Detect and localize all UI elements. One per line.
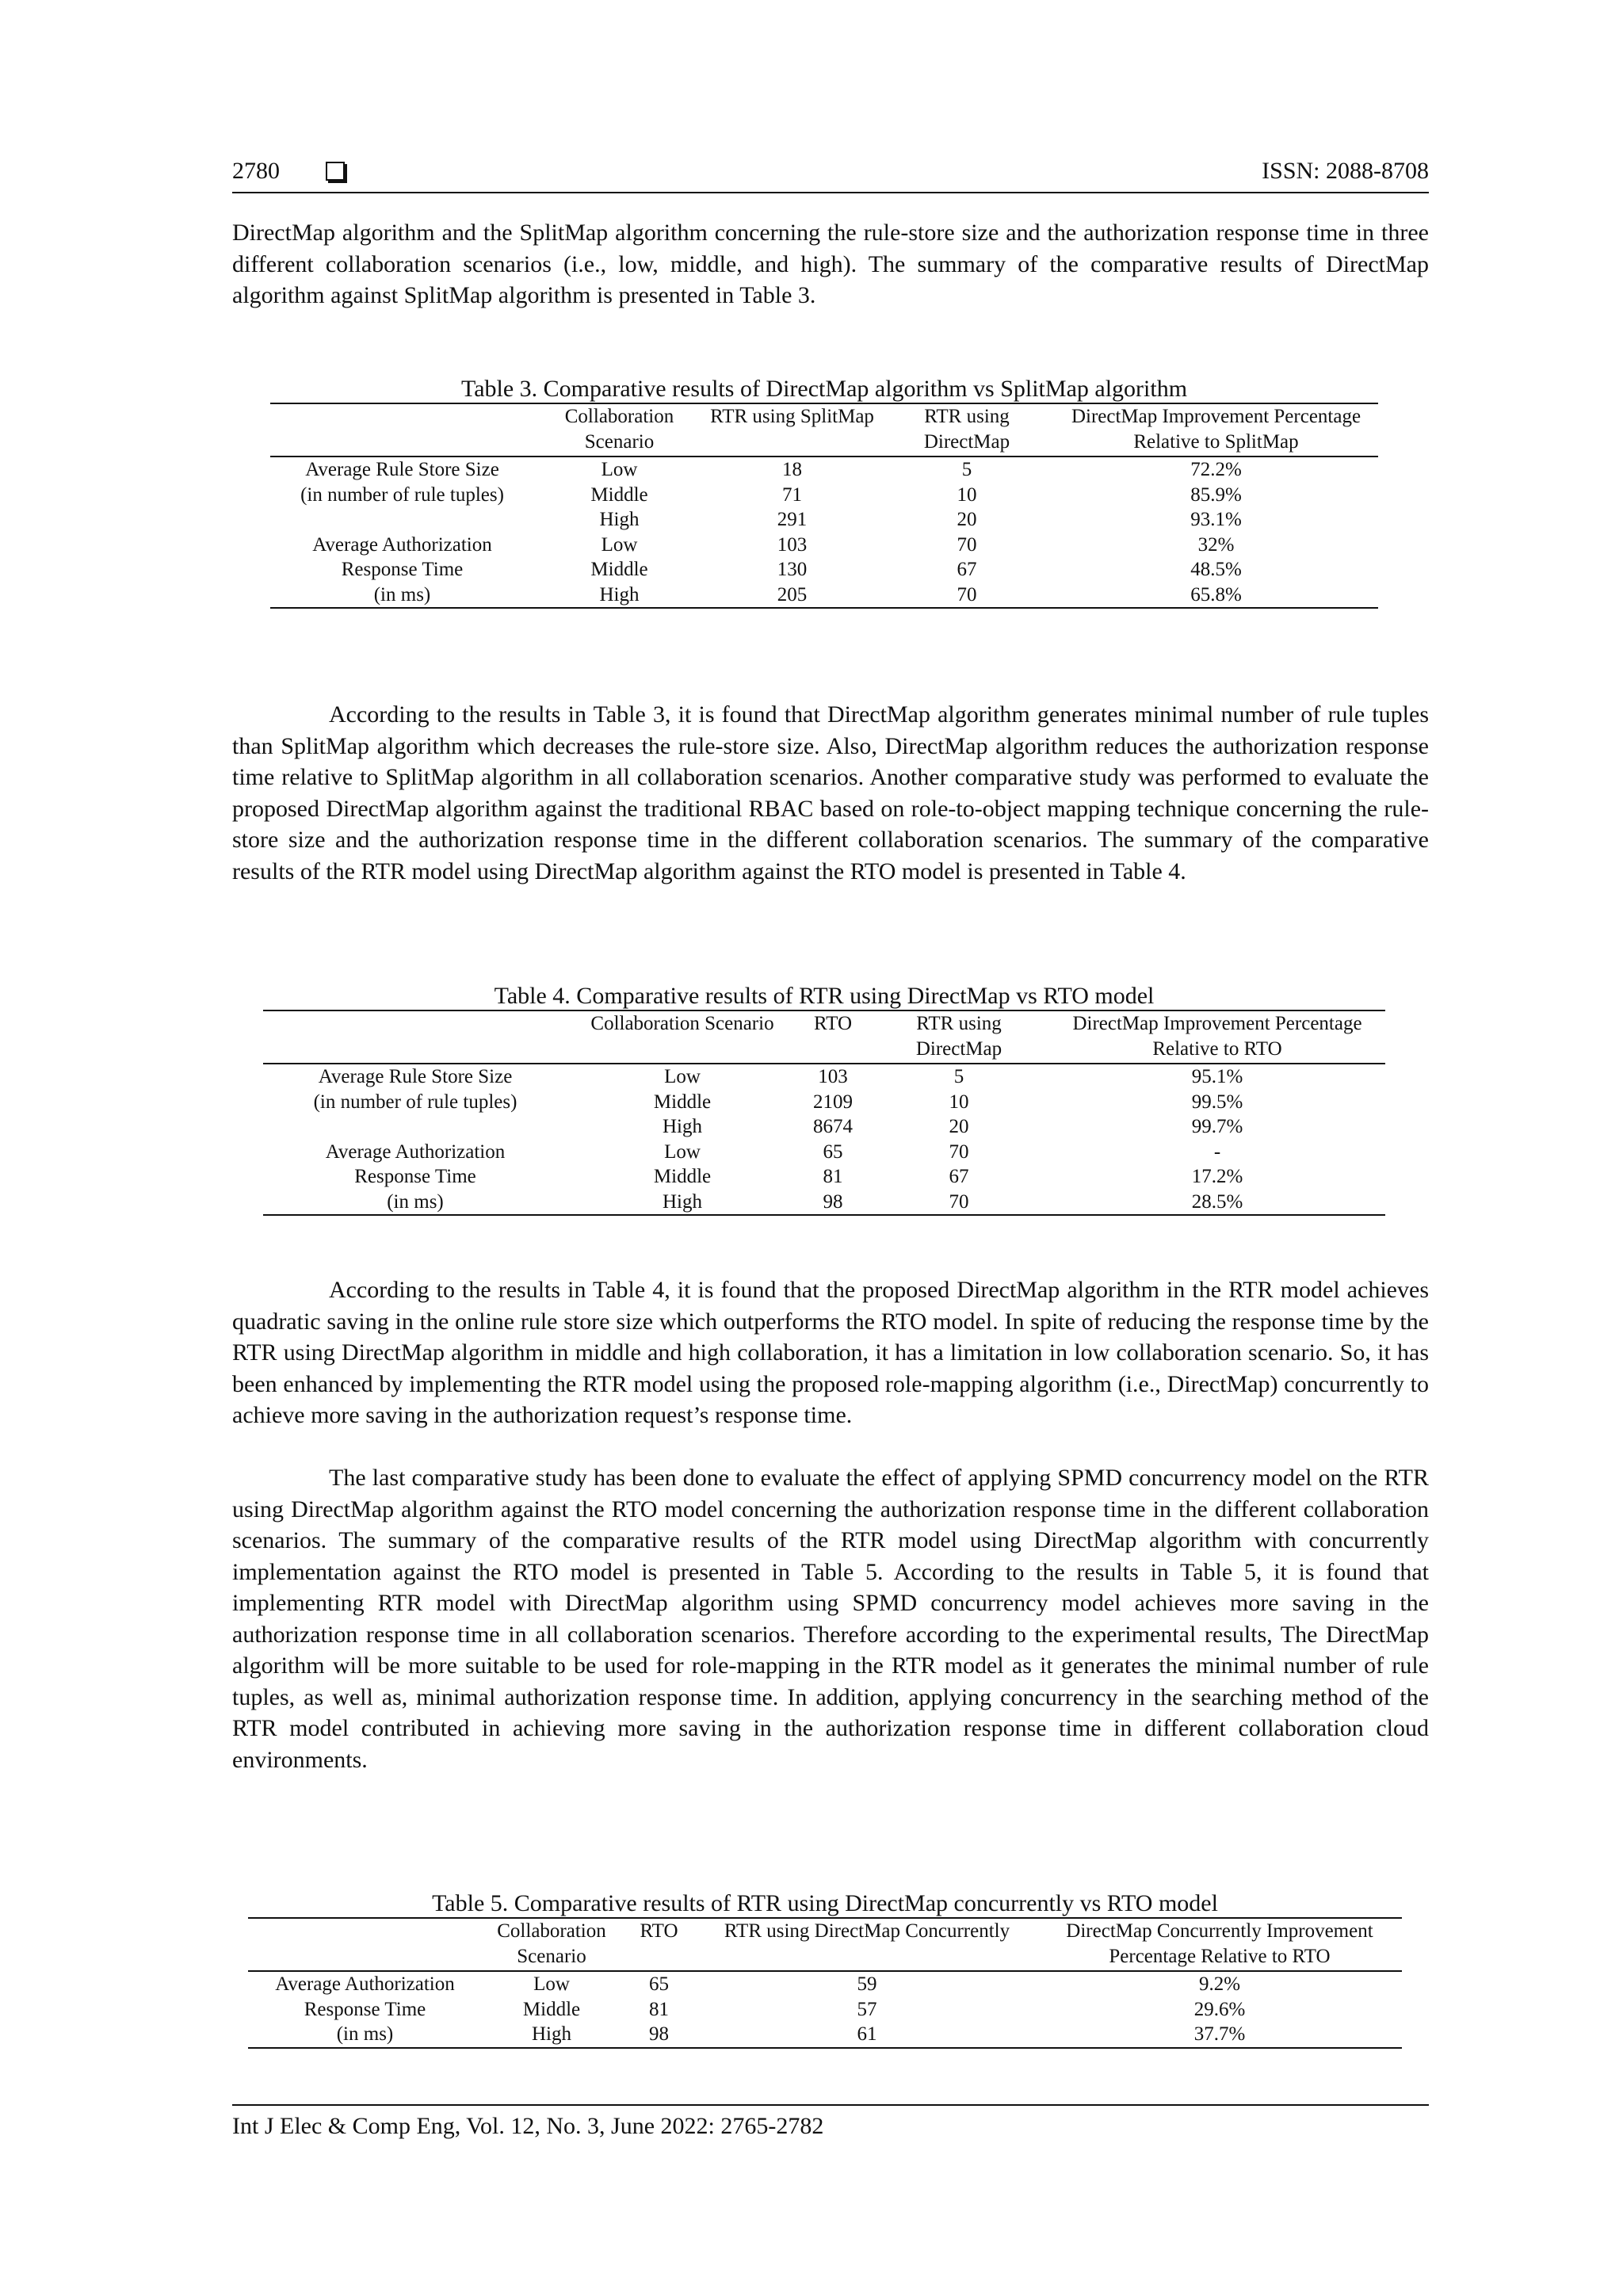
table-cell: -: [1213, 1140, 1221, 1163]
table-cell: High: [599, 583, 640, 606]
table-4-grid: [263, 1010, 1385, 1216]
metric-label: [263, 1114, 567, 1140]
table-cell: Low: [664, 1140, 701, 1163]
table-cell: 65: [649, 1973, 669, 1995]
table-cell: 81: [649, 1998, 669, 2020]
paragraph-concurrency-study: The last comparative study has been done to evaluate the effect of applying SPMD concurrency model on the RTR using DirectMap algorithm against the RTO model concerning the authorization response time in the different collaboration scenarios. The summary of the comparative results of the RTR model using DirectMap algorithm with concurrently implementation against the RTO model is presented in Table 5. According to the results in Table 5, it is found that implementing RTR model with DirectMap algorithm using SPMD concurrency model achieves more saving in the authorization response time in all collaboration scenarios. Therefore according to the experimental results, The DirectMap algorithm will be more suitable to be used for role-mapping in the RTR model as it generates the minimal number of rule tuples, as well as, minimal authorization response time. In addition, applying concurrency in the searching method of the RTR model contributed in achieving more saving in the authorization response time in different collaboration cloud environments.: [232, 1465, 1429, 1773]
footer-divider: [232, 2104, 1429, 2106]
table-header-row: [270, 403, 1378, 457]
table-cell: Middle: [653, 1166, 712, 1187]
table-cell: 9.2%: [1198, 1973, 1241, 1995]
table-cell: 70: [957, 583, 977, 606]
journal-citation: Int J Elec & Comp Eng, Vol. 12, No. 3, June 2022: 2765-2782: [232, 2113, 824, 2139]
table-cell: Middle: [590, 559, 648, 580]
table-cell: High: [599, 509, 640, 530]
table-cell: High: [663, 1190, 702, 1213]
table-cell: 20: [949, 1116, 969, 1137]
table-cell: Low: [533, 1973, 570, 1995]
table-header-row: [248, 1918, 1402, 1971]
table-3-caption: Table 3. Comparative results of DirectMap algorithm vs SplitMap algorithm: [460, 376, 1188, 402]
table-cell: 5: [961, 459, 972, 480]
table-row: [263, 1164, 1385, 1190]
table-cell: 98: [823, 1190, 843, 1213]
table-cell: 37.7%: [1193, 2023, 1246, 2045]
table-header-cell: [248, 1918, 482, 1971]
table-row: [270, 507, 1378, 533]
table-header-cell: DirectMap Concurrently Improvement Percentage Relative to RTO: [1066, 1920, 1373, 1967]
table-cell: 32%: [1197, 533, 1235, 556]
metric-label: Response Time: [354, 1166, 476, 1187]
table-cell: 205: [777, 583, 808, 606]
table-cell: 99.7%: [1191, 1116, 1243, 1137]
table-cell: High: [663, 1116, 702, 1137]
table-cell: 99.5%: [1191, 1091, 1243, 1113]
table-row: [263, 1064, 1385, 1090]
table-header-cell: Collaboration Scenario: [497, 1920, 606, 1967]
table-header-row: [263, 1010, 1385, 1064]
metric-label: (in ms): [387, 1190, 444, 1213]
table-5: [248, 1890, 1402, 2049]
table-cell: 65.8%: [1190, 583, 1242, 606]
table-cell: Low: [601, 459, 638, 480]
table-cell: 61: [857, 2023, 877, 2045]
metric-label: (in number of rule tuples): [300, 483, 504, 506]
table-cell: 8674: [813, 1116, 853, 1137]
table-cell: 72.2%: [1190, 459, 1242, 480]
table-header-cell: [270, 403, 534, 457]
table-cell: 70: [949, 1140, 969, 1163]
table-cell: 70: [957, 533, 977, 556]
table-header-cell: RTR using SplitMap: [710, 406, 874, 427]
table-row: [263, 1190, 1385, 1216]
table-cell: Middle: [653, 1091, 712, 1113]
metric-label: (in number of rule tuples): [313, 1091, 517, 1113]
table-5-caption: Table 5. Comparative results of RTR using DirectMap concurrently vs RTO model: [432, 1890, 1218, 1916]
table-row: [248, 2022, 1402, 2048]
running-header: [232, 155, 1429, 192]
table-header-cell: DirectMap Improvement Percentage Relative to RTO: [1072, 1013, 1362, 1060]
metric-label: [270, 507, 534, 533]
table-cell: 103: [818, 1066, 848, 1087]
table-cell: 130: [777, 559, 808, 580]
paragraph-table4-discussion: According to the results in Table 4, it is found that the proposed DirectMap algorithm in the RTR model achieves quadratic saving in the online rule store size which outperforms the RTO model. In spite of reducing the response time by the RTR using DirectMap algorithm in middle and high collaboration, it has a limitation in low collaboration scenario. So, it has been enhanced by implementing the RTR model using the proposed role-mapping algorithm (i.e., DirectMap) concurrently to achieve more saving in the authorization request’s response time.: [232, 1277, 1429, 1428]
table-cell: 18: [782, 459, 802, 480]
table-cell: Low: [664, 1066, 701, 1087]
table-cell: 59: [857, 1973, 877, 1995]
metric-label: Average Rule Store Size: [305, 459, 499, 480]
table-header-cell: RTR using DirectMap: [923, 406, 1010, 453]
table-cell: 5: [953, 1066, 964, 1087]
table-cell: 67: [957, 559, 977, 580]
table-3-grid: [270, 403, 1378, 609]
table-cell: 81: [823, 1166, 843, 1187]
table-cell: 98: [649, 2023, 669, 2045]
table-row: [248, 1997, 1402, 2023]
table-cell: 10: [957, 483, 977, 506]
metric-label: Response Time: [304, 1998, 426, 2020]
table-row: [270, 557, 1378, 583]
table-cell: 29.6%: [1193, 1998, 1246, 2020]
metric-label: Average Rule Store Size: [318, 1066, 513, 1087]
table-row: [263, 1140, 1385, 1165]
paragraph-intro: DirectMap algorithm and the SplitMap algorithm concerning the rule-store size and the authorization response time in three different collaboration scenarios (i.e., low, middle, and high). The summary of the comparative results of DirectMap algorithm against SplitMap algorithm is presented in Table 3.: [232, 220, 1429, 308]
table-cell: 103: [777, 533, 808, 556]
table-row: [263, 1090, 1385, 1115]
table-header-cell: [263, 1010, 567, 1064]
table-cell: Low: [601, 533, 638, 556]
table-header-cell: DirectMap Improvement Percentage Relative to SplitMap: [1071, 406, 1361, 453]
table-3: [270, 376, 1378, 609]
metric-label: Average Authorization: [312, 533, 492, 556]
table-cell: 17.2%: [1191, 1166, 1243, 1187]
table-4-caption: Table 4. Comparative results of RTR using DirectMap vs RTO model: [494, 983, 1155, 1009]
metric-label: (in ms): [373, 583, 431, 606]
metric-label: Average Authorization: [275, 1973, 455, 1995]
table-header-cell: RTO: [640, 1920, 678, 1942]
page-number: 2780: [232, 158, 280, 184]
table-cell: 67: [949, 1166, 969, 1187]
table-cell: 65: [823, 1140, 843, 1163]
table-cell: 48.5%: [1190, 559, 1242, 580]
table-row: [270, 533, 1378, 558]
table-cell: 71: [782, 483, 802, 506]
table-cell: 20: [957, 509, 977, 530]
table-cell: 93.1%: [1190, 509, 1242, 530]
metric-label: (in ms): [336, 2023, 394, 2045]
table-header-cell: Collaboration Scenario: [564, 406, 674, 453]
table-header-cell: RTR using DirectMap Concurrently: [724, 1920, 1010, 1942]
table-cell: 291: [777, 509, 808, 530]
square-bullet-icon: [326, 162, 345, 181]
table-cell: 28.5%: [1191, 1190, 1243, 1213]
table-cell: 57: [857, 1998, 877, 2020]
metric-label: Response Time: [341, 559, 464, 580]
table-row: [270, 583, 1378, 609]
metric-label: Average Authorization: [325, 1140, 506, 1163]
table-cell: 95.1%: [1191, 1066, 1243, 1087]
table-5-grid: [248, 1917, 1402, 2049]
table-row: [270, 457, 1378, 483]
header-divider: [232, 192, 1429, 193]
issn-label: ISSN: 2088-8708: [1262, 158, 1429, 184]
table-row: [263, 1114, 1385, 1140]
table-cell: Middle: [522, 1998, 581, 2020]
table-cell: 2109: [813, 1091, 853, 1113]
table-cell: 85.9%: [1190, 483, 1242, 506]
table-cell: High: [532, 2023, 571, 2045]
table-cell: 70: [949, 1190, 969, 1213]
table-4: [263, 983, 1385, 1216]
table-row: [248, 1971, 1402, 1997]
table-cell: Middle: [590, 483, 648, 506]
table-cell: 10: [949, 1091, 969, 1113]
table-header-cell: RTR using DirectMap: [915, 1013, 1002, 1060]
table-header-cell: Collaboration Scenario: [590, 1013, 774, 1034]
table-header-cell: RTO: [813, 1013, 853, 1034]
table-row: [270, 483, 1378, 508]
paragraph-table3-discussion: According to the results in Table 3, it is found that DirectMap algorithm generates minimal number of rule tuples than SplitMap algorithm which decreases the rule-store size. Also, DirectMap algorithm reduces the authorization response time relative to SplitMap algorithm in all collaboration scenarios. Another comparative study was performed to evaluate the proposed DirectMap algorithm against the traditional RBAC based on role-to-object mapping technique concerning the rule-store size and the authorization response time in the different collaboration scenarios. The summary of the comparative results of the RTR model using DirectMap algorithm against the RTO model is presented in Table 4.: [232, 701, 1429, 884]
